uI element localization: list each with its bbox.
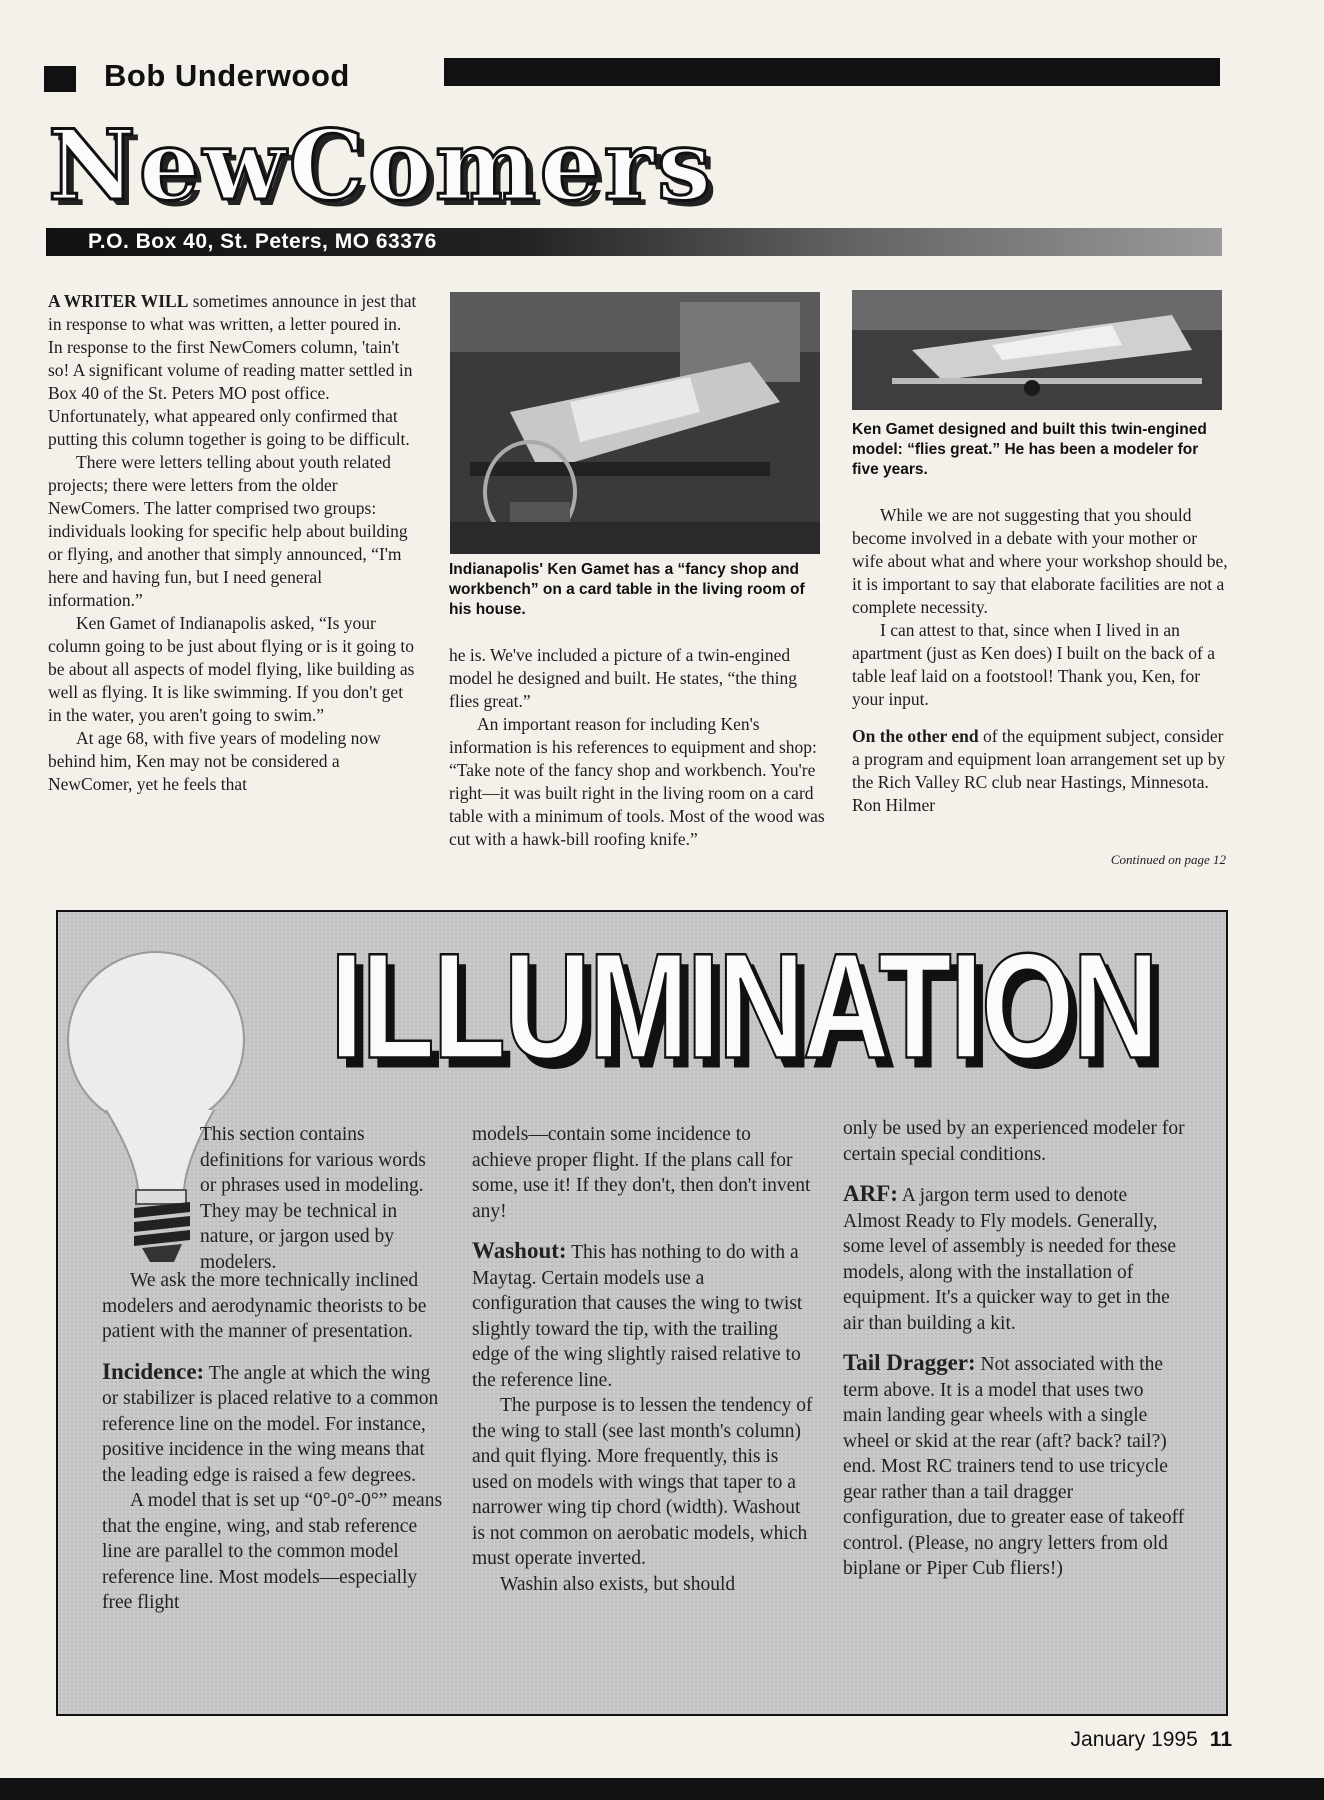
column-title: NewComers <box>48 109 715 222</box>
definition-tail-dragger <box>843 1350 1185 1582</box>
photo-caption: Ken Gamet designed and built this twin-engined model: “flies great.” He has been a modeler for five years. <box>852 421 1207 478</box>
illumination-title: ILLUMINATION <box>330 922 1157 1090</box>
paragraph: There were letters telling about youth related projects; there were letters from the older NewComers. The latter comprised two groups: individuals looking for specific help about building or flying, and another that simply announced, “I'm here and having fun, but I need general information.” <box>48 452 408 610</box>
illumination-column-1 <box>102 1268 444 1616</box>
definition-washout <box>472 1238 814 1393</box>
byline-marker <box>44 66 76 92</box>
illumination-intro <box>200 1122 440 1275</box>
continued-note: Continued on page 12 <box>1110 852 1226 867</box>
byline: Bob Underwood <box>104 58 350 93</box>
article-column-1 <box>48 290 420 796</box>
twin-engine-model-image <box>852 290 1222 410</box>
intro-text-continued: We ask the more technically inclined modelers and aerodynamic theorists to be patient with the manner of presentation. <box>102 1270 427 1342</box>
paragraph: he is. We've included a picture of a twin-engined model he designed and built. He states, “the thing flies great.” <box>449 645 797 711</box>
term: Tail Dragger: <box>843 1350 976 1375</box>
issue-date: January 1995 <box>1070 1728 1198 1751</box>
workbench-photo-image <box>450 292 820 554</box>
definition-text: Not associated with the term above. It is a model that uses two main landing gear wheels with a single wheel or skid at the rear (aft? back? tail?) end. Most RC trainers tend to use tricycle gear rather than a tail dragger configuration, due to greater ease of takeoff control. (Please, no angry letters from old biplane or Piper Cub fliers!) <box>843 1354 1185 1579</box>
definition-arf <box>843 1181 1185 1336</box>
page-footer <box>1000 1728 1232 1752</box>
definition-text: only be used by an experienced modeler for certain special conditions. <box>843 1118 1185 1165</box>
intro-text: This section contains definitions for various words or phrases used in modeling. They may be technical in nature, or jargon used by modelers. <box>200 1124 426 1273</box>
bottom-band <box>0 1778 1324 1800</box>
paragraph <box>48 290 420 451</box>
illumination-column-3 <box>843 1116 1185 1582</box>
article-column-2 <box>449 644 825 851</box>
lead-in: On the other end <box>852 726 979 746</box>
workbench-photo <box>450 292 820 554</box>
photo-caption: Indianapolis' Ken Gamet has a “fancy shop and workbench” on a card table in the living room of his house. <box>449 561 805 618</box>
paragraph: While we are not suggesting that you should become involved in a debate with your mother or wife about what and where your workshop should be, it is important to say that elaborate facilities are not a complete necessity. <box>852 505 1228 617</box>
header-rule <box>444 58 1220 86</box>
term: Washout: <box>472 1238 567 1263</box>
definition-incidence <box>102 1359 444 1489</box>
paragraph: At age 68, with five years of modeling now behind him, Ken may not be considered a NewComer, yet he feels that <box>48 728 381 794</box>
mailing-address: P.O. Box 40, St. Peters, MO 63376 <box>88 230 437 253</box>
twin-engine-model-photo <box>852 290 1222 410</box>
lead-in: A WRITER WILL <box>48 291 189 311</box>
definition-text: This has nothing to do with a Maytag. Certain models use a configuration that causes the wing to twist slightly toward the tip, with the trailing edge of the wing slightly raised relative to the reference line. <box>472 1242 803 1391</box>
page-number: 11 <box>1209 1728 1232 1751</box>
definition-text: A model that is set up “0°-0°-0°” means that the engine, wing, and stab reference line are parallel to the common model reference line. Most models—especially free flight <box>102 1490 443 1613</box>
paragraph: Ken Gamet of Indianapolis asked, “Is your column going to be just about flying or is it going to be about all aspects of model flying, like building as well as flying. It is like swimming. If you don't get in the water, you aren't going to swim.” <box>48 613 415 725</box>
paragraph-text: sometimes announce in jest that in response to what was written, a letter poured in. In response to the first NewComers column, 'tain't so! A significant volume of reading matter settled in Box 40 of the St. Peters MO post office. Unfortunately, what appeared only confirmed that putting this column together is going to be difficult. <box>48 291 417 449</box>
paragraph: I can attest to that, since when I lived in an apartment (just as Ken does) I built on the back of a table leaf laid on a footstool! Thank you, Ken, for your input. <box>852 620 1216 709</box>
definition-text: models—contain some incidence to achieve proper flight. If the plans call for some, use it! If they don't, then don't invent any! <box>472 1124 811 1222</box>
definition-text: A jargon term used to denote Almost Ready to Fly models. Generally, some level of assembly is needed for these models, along with the installation of equipment. It's a quicker way to get in the air than building a kit. <box>843 1185 1177 1334</box>
term: ARF: <box>843 1181 898 1206</box>
article-column-3 <box>852 504 1228 817</box>
term: Incidence: <box>102 1358 205 1384</box>
definition-text: The purpose is to lessen the tendency of the wing to stall (see last month's column) and quit flying. More frequently, this is used on models with wings that taper to a narrower wing tip chord (width). Washout is not common on aerobatic models, which must operate inverted. <box>472 1395 813 1569</box>
definition-text: The angle at which the wing or stabilizer is placed relative to a common reference line on the model. For instance, positive incidence in the wing means that the leading edge is raised a few degrees. <box>102 1362 439 1486</box>
illumination-column-2 <box>472 1122 814 1597</box>
paragraph <box>852 725 1228 817</box>
paragraph: An important reason for including Ken's information is his references to equipment and shop: “Take note of the fancy shop and workbench. You're right—it was built right in the living room on a card table with a minimum of tools. Most of the wood was cut with a hawk-bill roofing knife.” <box>449 714 825 849</box>
paragraph-text: of the equipment subject, consider a program and equipment loan arrangement set up by the Rich Valley RC club near Hastings, Minnesota. Ron Hilmer <box>852 726 1226 815</box>
definition-text: Washin also exists, but should <box>500 1573 736 1595</box>
